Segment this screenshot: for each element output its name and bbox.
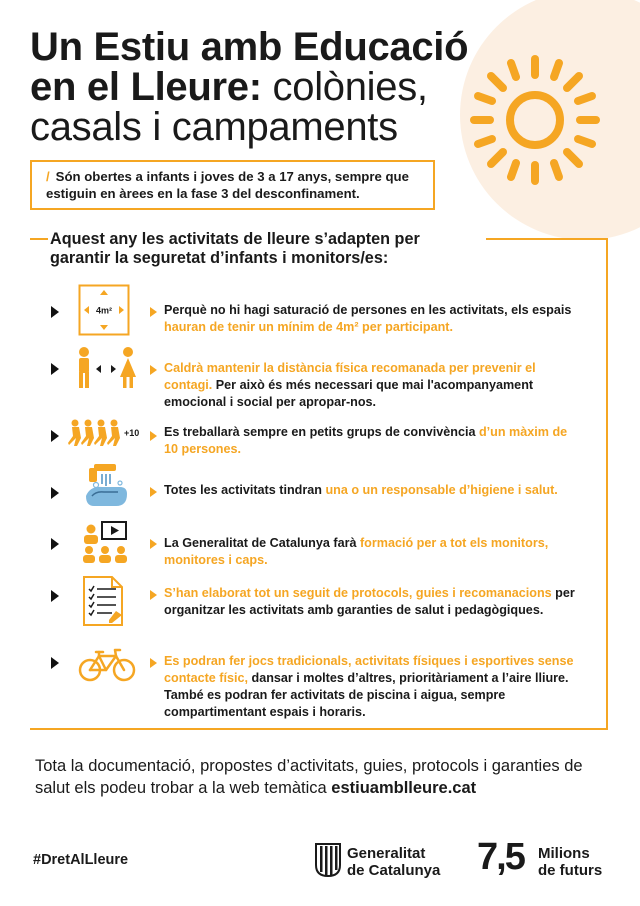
text-part: dansar i moltes d’altres, prioritàriament a l’aire lliure. També es podran fer activitats de piscina i aigua, sempre compartimentant espais i horaris.: [164, 671, 569, 719]
text-part: Perquè no hi hagi saturació de persones en les activitats, els espais: [164, 303, 572, 317]
generalitat-wordmark: [347, 845, 440, 879]
measure-text-hygiene: [164, 482, 584, 499]
milions-wordmark: [538, 845, 602, 879]
measure-text-groups: [164, 424, 584, 458]
area-4m2-icon: [78, 284, 130, 336]
bullet-icon: [51, 430, 59, 442]
text-part: Es treballarà sempre en petits grups de convivència: [164, 425, 479, 439]
measure-text-area: [164, 302, 584, 336]
intro-text: Són obertes a infants i joves de 3 a 17 anys, sempre que estiguin en àrees en la fase 3 del desconfinament.: [46, 169, 409, 201]
generalitat-line-2: de Catalunya: [347, 862, 441, 879]
text-part: per organitzar les activitats amb garanties de salut i pedagògiques.: [164, 586, 575, 617]
title-bold-line-2: en el Lleure:: [30, 65, 262, 109]
milions-line-1: Milions: [538, 845, 590, 862]
training-presentation-icon: [80, 520, 130, 564]
orange-arrow-icon: [150, 431, 157, 441]
measure-text-distance: [164, 360, 584, 411]
footer-info: [35, 755, 615, 799]
milions-logo-mark: 7,5: [477, 836, 524, 878]
text-highlight: hauran de tenir un mínim de 4m² per participant.: [164, 320, 454, 334]
orange-arrow-icon: [150, 307, 157, 317]
title-light-line-2: casals i campaments: [30, 105, 398, 149]
bicycle-icon: [78, 647, 136, 683]
text-highlight: Caldrà mantenir la distància física recomanada per prevenir el contagi.: [164, 361, 536, 392]
orange-arrow-icon: [150, 658, 157, 668]
bullet-icon: [51, 538, 59, 550]
measure-text-activities: [164, 653, 584, 721]
milions-line-2: de futurs: [538, 862, 603, 879]
title-light-line-1: colònies,: [261, 65, 428, 109]
bullet-icon: [51, 590, 59, 602]
hand-washing-icon: [80, 462, 130, 512]
hashtag: #DretAlLleure: [33, 852, 129, 868]
text-part: Per això és més necessari que mai l'acompanyament emocional i social per apropar-nos.: [164, 378, 534, 409]
orange-arrow-icon: [150, 590, 157, 600]
measure-text-protocols: [164, 585, 584, 619]
bullet-icon: [51, 487, 59, 499]
bullet-icon: [51, 363, 59, 375]
text-highlight: d’un màxim de 10 persones.: [164, 425, 568, 456]
small-groups-icon: [68, 418, 148, 448]
slash-mark: /: [46, 169, 50, 184]
generalitat-logo-icon: [315, 843, 341, 877]
text-highlight: formació per a tot els monitors, monitores i caps.: [164, 536, 549, 567]
measure-text-training: [164, 535, 584, 569]
title-bold-line-1: Un Estiu amb Educació: [30, 25, 469, 69]
generalitat-line-1: Generalitat: [347, 845, 426, 862]
text-part: La Generalitat de Catalunya farà: [164, 536, 360, 550]
intro-box: [30, 160, 435, 210]
page-title: [30, 27, 500, 147]
groups-icon-label: +10: [124, 428, 140, 438]
text-highlight: Es podran fer jocs tradicionals, activitats físiques i esportives sense contacte físic,: [164, 654, 574, 685]
physical-distance-icon: [74, 345, 138, 391]
orange-arrow-icon: [150, 539, 157, 549]
text-part: Totes les activitats tindran: [164, 483, 326, 497]
bullet-icon: [51, 306, 59, 318]
text-highlight: una o un responsable d’higiene i salut.: [325, 483, 558, 497]
area-icon-label: 4m²: [95, 305, 113, 316]
bullet-icon: [51, 657, 59, 669]
footer-text: Tota la documentació, propostes d’activitats, guies, protocols i garanties de salut els podeu trobar a la web temàtica: [35, 757, 583, 797]
orange-arrow-icon: [150, 365, 157, 375]
protocol-checklist-icon: [82, 575, 124, 627]
orange-arrow-icon: [150, 487, 157, 497]
website-link[interactable]: estiuamblleure.cat: [331, 779, 477, 797]
panel-heading: Aquest any les activitats de lleure s’adapten per garantir la seguretat d’infants i monitors/es:: [48, 230, 486, 268]
text-highlight: S’han elaborat tot un seguit de protocols, guies i recomanacions: [164, 586, 552, 600]
